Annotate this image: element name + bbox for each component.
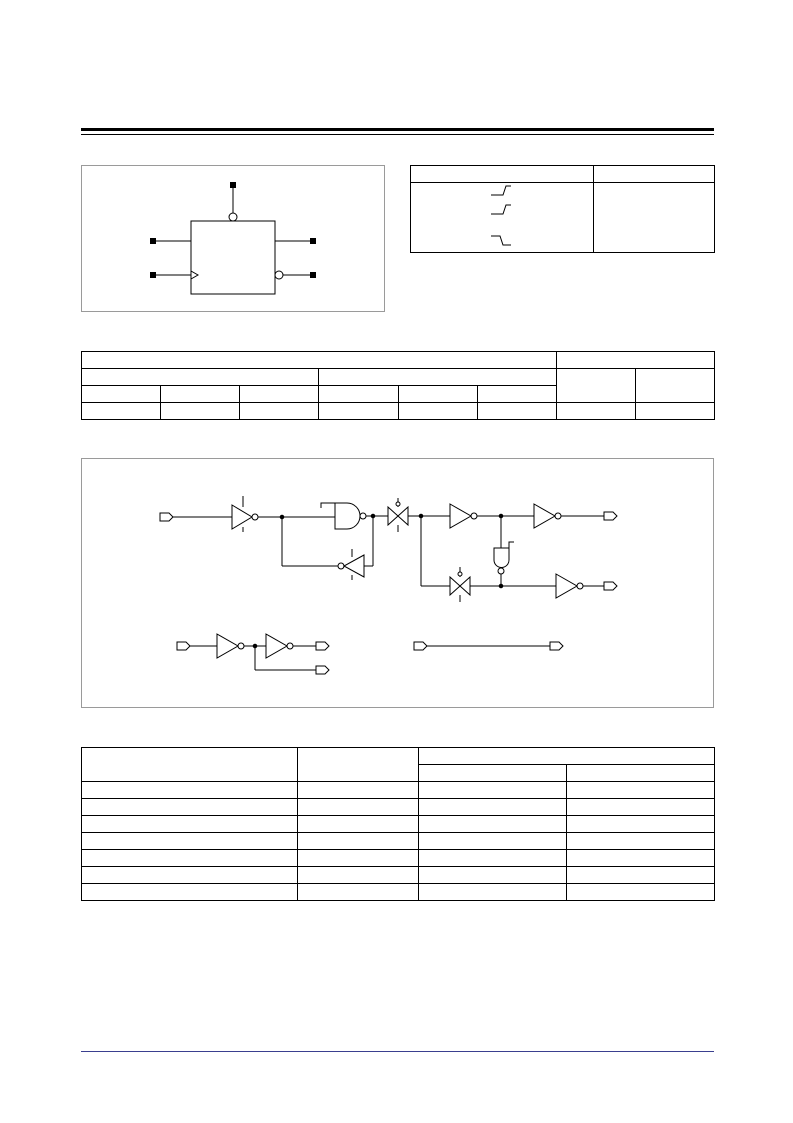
timing-table — [81, 747, 715, 901]
timing-cell — [567, 833, 715, 850]
port-arrow-icon — [160, 513, 173, 521]
port-arrow-icon — [604, 512, 617, 520]
timing-cell — [419, 799, 567, 816]
timing-cell — [82, 816, 298, 833]
timing-cell — [567, 884, 715, 901]
timing-cell — [82, 884, 298, 901]
inverter-icon — [450, 504, 471, 528]
inverter-icon — [266, 634, 287, 658]
timing-cell — [298, 816, 419, 833]
timing-cell — [419, 833, 567, 850]
transmission-gate-icon — [450, 577, 460, 595]
timing-cell — [419, 850, 567, 867]
inverter-icon — [232, 505, 252, 529]
timing-cell — [82, 782, 298, 799]
timing-cell — [419, 867, 567, 884]
footer-rule — [81, 1051, 714, 1052]
timing-cell — [567, 799, 715, 816]
timing-subheader — [419, 765, 567, 782]
port-arrow-icon — [316, 642, 329, 650]
timing-cell — [567, 850, 715, 867]
port-arrow-icon — [550, 642, 563, 650]
timing-cell — [567, 816, 715, 833]
port-arrow-icon — [316, 666, 329, 674]
port-arrow-icon — [177, 642, 190, 650]
transmission-gate-icon — [388, 507, 398, 525]
timing-cell — [419, 816, 567, 833]
port-arrow-icon — [604, 582, 617, 590]
port-arrow-icon — [414, 642, 427, 650]
timing-cell — [298, 850, 419, 867]
timing-cell — [298, 884, 419, 901]
and-gate-icon — [335, 503, 360, 529]
timing-cell — [298, 799, 419, 816]
timing-cell — [419, 884, 567, 901]
timing-cell — [567, 867, 715, 884]
timing-cell — [567, 782, 715, 799]
timing-cell — [419, 782, 567, 799]
timing-subheader — [567, 765, 715, 782]
inverter-icon — [556, 574, 577, 598]
timing-cell — [82, 850, 298, 867]
timing-header-symbol — [298, 748, 419, 782]
timing-cell — [82, 799, 298, 816]
timing-header-values — [419, 748, 715, 765]
inverter-icon — [344, 555, 364, 577]
inverter-icon — [534, 504, 555, 528]
timing-cell — [82, 867, 298, 884]
timing-cell — [298, 782, 419, 799]
and-gate-icon — [494, 548, 509, 568]
timing-header-parameter — [82, 748, 298, 782]
timing-cell — [82, 833, 298, 850]
timing-cell — [298, 833, 419, 850]
inverter-icon — [217, 634, 238, 658]
timing-cell — [298, 867, 419, 884]
